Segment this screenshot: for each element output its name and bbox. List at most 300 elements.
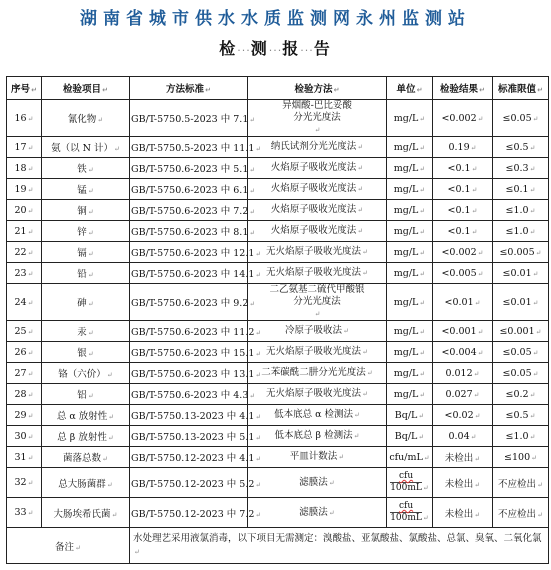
cell-standard: GB/T-5750.6-2023 中 4.3↵ [130, 384, 248, 405]
paragraph-mark-icon: ↵ [537, 510, 543, 519]
paragraph-mark-icon: ↵ [423, 453, 430, 462]
paragraph-mark-icon: ↵ [87, 166, 94, 174]
cell-no: 23↵ [7, 263, 42, 284]
paragraph-mark-icon: ↵ [357, 185, 364, 193]
cell-no: 27↵ [7, 363, 42, 384]
cell-limit: ≤0.2↵ [493, 384, 549, 405]
paragraph-mark-icon: ↵ [27, 206, 34, 215]
paragraph-mark-icon: ↵ [357, 206, 364, 214]
cell-unit: cfu/mL↵ [387, 447, 433, 468]
paragraph-mark-icon: ↵ [529, 164, 536, 173]
paragraph-mark-icon: ↵ [27, 143, 34, 152]
cell-standard: GB/T-5750.13-2023 中 4.1↵ [130, 405, 248, 426]
subtitle-char: 告 [313, 39, 332, 58]
method-line: 分光光度法 [293, 296, 341, 307]
paragraph-mark-icon: ↵ [97, 116, 104, 124]
cell-item: 总 α 放射性↵ [42, 405, 130, 426]
paragraph-mark-icon: ↵ [353, 432, 360, 440]
paragraph-mark-icon: ↵ [314, 310, 321, 318]
paragraph-mark-icon: ↵ [471, 164, 478, 173]
paragraph-mark-icon: ↵ [314, 126, 321, 134]
paragraph-mark-icon: ↵ [249, 116, 256, 124]
paragraph-mark-icon: ↵ [535, 327, 542, 336]
paragraph-mark-icon: ↵ [532, 298, 539, 307]
paragraph-mark-icon: ↵ [366, 369, 373, 377]
paragraph-mark-icon: ↵ [255, 510, 262, 519]
table-row [7, 447, 549, 468]
cell-limit: ≤0.5↵ [493, 137, 549, 158]
paragraph-mark-icon: ↵ [362, 269, 368, 277]
paragraph-mark-icon: ↵ [27, 164, 34, 173]
cell-method: 二苯碳酰二肼分光光度法↵ [248, 363, 387, 384]
paragraph-mark-icon: ↵ [418, 411, 425, 420]
paragraph-mark-icon: ↵ [477, 348, 484, 357]
cell-item: 总 β 放射性↵ [42, 426, 130, 447]
header-unit: 单位↵ [387, 77, 433, 100]
cell-item: 镉↵ [42, 242, 130, 263]
subtitle-char: 检 [219, 39, 238, 58]
paragraph-mark-icon: ↵ [249, 392, 256, 400]
cell-limit: ≤0.005↵ [493, 242, 549, 263]
cell-unit [387, 498, 433, 528]
paragraph-mark-icon: ↵ [108, 413, 115, 421]
paragraph-mark-icon: ↵ [27, 227, 34, 236]
paragraph-mark-icon: ↵ [87, 229, 94, 237]
cell-no: 26↵ [7, 342, 42, 363]
unit-fraction [390, 471, 422, 494]
note-text: 水处理艺采用液氯消毒，以下项目无需测定：溴酸盐、亚氯酸盐、氯酸盐、总氯、臭氧、二氧化氯↵ [130, 528, 549, 564]
paragraph-mark-icon: ↵ [529, 432, 536, 441]
paragraph-mark-icon: ↵ [31, 86, 37, 94]
header-method: 检验方法↵ [248, 77, 387, 100]
paragraph-mark-icon: ↵ [419, 298, 426, 307]
paragraph-mark-icon: ↵ [416, 86, 423, 94]
paragraph-mark-icon: ↵ [529, 227, 536, 236]
cell-item: 砷↵ [42, 284, 130, 321]
cell-standard: GB/T-5750.6-2023 中 5.1↵ [130, 158, 248, 179]
cell-result: 未检出↵ [433, 447, 493, 468]
cell-limit: ≤0.3↵ [493, 158, 549, 179]
cell-unit: mg/L↵ [387, 342, 433, 363]
note-row [7, 528, 549, 564]
paragraph-mark-icon: ↵ [249, 300, 256, 308]
cell-item: 银↵ [42, 342, 130, 363]
unit-fraction [390, 501, 422, 524]
paragraph-mark-icon: ↵ [474, 510, 481, 519]
paragraph-mark-icon: ↵ [27, 432, 34, 441]
paragraph-mark-icon: ↵ [418, 432, 425, 441]
table-row [7, 100, 549, 137]
paragraph-mark-icon: ↵ [537, 86, 543, 94]
cell-limit: 不应检出↵ [493, 498, 549, 528]
paragraph-mark-icon: ↵ [474, 480, 481, 489]
cell-result: 0.027↵ [433, 384, 493, 405]
cell-item: 锌↵ [42, 221, 130, 242]
paragraph-mark-icon: ↵ [357, 164, 364, 172]
cell-unit: Bq/L↵ [387, 405, 433, 426]
cell-method: 无火焰原子吸收光度法↵ [248, 384, 387, 405]
cell-result: 0.19↵ [433, 137, 493, 158]
cell-limit: ≤1.0↵ [493, 426, 549, 447]
paragraph-mark-icon: ↵ [422, 484, 429, 492]
cell-result: <0.1↵ [433, 221, 493, 242]
paragraph-mark-icon: ↵ [106, 480, 113, 489]
paragraph-mark-icon: ↵ [419, 227, 426, 236]
cell-method [248, 284, 387, 321]
paragraph-mark-icon: ↵ [419, 390, 426, 399]
cell-limit: ≤0.001↵ [493, 321, 549, 342]
paragraph-mark-icon: ↵ [75, 543, 81, 552]
paragraph-mark-icon: ↵ [419, 164, 426, 173]
paragraph-mark-icon: ↵ [255, 271, 262, 279]
cell-unit: mg/L↵ [387, 158, 433, 179]
cell-result: <0.1↵ [433, 200, 493, 221]
cell-result: <0.002↵ [433, 100, 493, 137]
table-row [7, 468, 549, 498]
paragraph-mark-icon: ↵ [27, 327, 34, 336]
cell-unit: mg/L↵ [387, 242, 433, 263]
note-label: 备注↵ [7, 528, 130, 564]
cell-unit: mg/L↵ [387, 284, 433, 321]
cell-no: 21↵ [7, 221, 42, 242]
paragraph-mark-icon: ↵ [419, 348, 426, 357]
cell-item: 汞↵ [42, 321, 130, 342]
paragraph-mark-icon: ↵ [87, 300, 94, 308]
cell-unit: mg/L↵ [387, 384, 433, 405]
cell-standard: GB/T-5750.6-2023 中 6.1↵ [130, 179, 248, 200]
subtitle-char: 报 [282, 39, 301, 58]
cell-standard: GB/T-5750.6-2023 中 14.1↵ [130, 263, 248, 284]
method-line: 异烟酸-巴比妥酸 [282, 100, 352, 111]
paragraph-mark-icon: ↵ [87, 250, 94, 258]
cell-no: 32↵ [7, 468, 42, 498]
cell-no: 29↵ [7, 405, 42, 426]
paragraph-mark-icon: ↵ [249, 166, 256, 174]
cell-result: 0.012↵ [433, 363, 493, 384]
cell-result: 0.04↵ [433, 426, 493, 447]
cell-standard: GB/T-5750.5-2023 中 11.1↵ [130, 137, 248, 158]
cell-limit: ≤1.0↵ [493, 221, 549, 242]
cell-method: 无火焰原子吸收光度法↵ [248, 242, 387, 263]
paragraph-mark-icon: ↵ [27, 479, 34, 487]
paragraph-mark-icon: ↵ [328, 508, 335, 517]
paragraph-mark-icon: ↵ [87, 208, 94, 216]
table-row [7, 158, 549, 179]
paragraph-mark-icon: ↵ [362, 390, 368, 398]
paragraph-mark-icon: ↵ [474, 411, 481, 420]
table-row [7, 284, 549, 321]
paragraph-mark-icon: ↵ [529, 206, 536, 215]
cell-item: 菌落总数↵ [42, 447, 130, 468]
cell-limit: ≤0.05↵ [493, 342, 549, 363]
cell-method: 无火焰原子吸收光度法↵ [248, 342, 387, 363]
paragraph-mark-icon: ↵ [27, 509, 34, 517]
table-row [7, 221, 549, 242]
paragraph-mark-icon: ↵ [27, 269, 34, 278]
paragraph-mark-icon: ↵ [474, 298, 481, 307]
paragraph-mark-icon: ↵ [27, 114, 34, 123]
table-row [7, 498, 549, 528]
paragraph-mark-icon: ↵ [255, 145, 262, 153]
cell-result: 未检出↵ [433, 468, 493, 498]
paragraph-mark-icon: ↵ [470, 432, 477, 441]
cell-limit: ≤0.1↵ [493, 179, 549, 200]
paragraph-mark-icon: ↵ [479, 86, 485, 94]
paragraph-mark-icon: ↵ [249, 229, 256, 237]
paragraph-mark-icon: ↵ [333, 86, 340, 94]
paragraph-mark-icon: ↵ [27, 390, 34, 399]
cell-method: 低本底总 α 检测法↵ [248, 405, 387, 426]
paragraph-mark-icon: ↵ [354, 411, 360, 419]
table-row [7, 200, 549, 221]
cell-method: 无火焰原子吸收光度法↵ [248, 263, 387, 284]
subtitle-char: 测 [250, 39, 269, 58]
paragraph-mark-icon: ↵ [470, 143, 477, 152]
paragraph-mark-icon: ↵ [357, 227, 364, 235]
paragraph-mark-icon: ↵ [357, 143, 364, 151]
cell-method: 火焰原子吸收光度法↵ [248, 179, 387, 200]
paragraph-mark-icon: ↵ [474, 455, 481, 463]
cell-item: 铜↵ [42, 200, 130, 221]
cell-unit: mg/L↵ [387, 363, 433, 384]
cell-no: 20↵ [7, 200, 42, 221]
cell-result: 未检出↵ [433, 498, 493, 528]
cell-method: 火焰原子吸收光度法↵ [248, 158, 387, 179]
paragraph-mark-icon: ↵ [102, 455, 108, 463]
header-item: 检验项目↵ [42, 77, 130, 100]
cell-item: 大肠埃希氏菌↵ [42, 498, 130, 528]
unit-denominator: 100mL [390, 483, 422, 493]
paragraph-mark-icon: ↵ [477, 114, 484, 123]
table-row [7, 342, 549, 363]
cell-item: 氰化物↵ [42, 100, 130, 137]
table-row [7, 137, 549, 158]
cell-unit: mg/L↵ [387, 221, 433, 242]
cell-standard: GB/T-5750.12-2023 中 4.1↵ [130, 447, 248, 468]
cell-standard: GB/T-5750.13-2023 中 5.1↵ [130, 426, 248, 447]
cell-standard: GB/T-5750.6-2023 中 9.2↵ [130, 284, 248, 321]
cell-item: 铅↵ [42, 263, 130, 284]
paragraph-mark-icon: ↵ [362, 348, 368, 356]
paragraph-mark-icon: ↵ [255, 350, 262, 358]
paragraph-mark-icon: ↵ [419, 248, 426, 257]
cell-standard: GB/T-5750.5-2023 中 7.1↵ [130, 100, 248, 137]
paragraph-mark-icon: ↵ [477, 327, 484, 336]
paragraph-mark-icon: ↵ [255, 455, 262, 463]
cell-item: 锰↵ [42, 179, 130, 200]
table-row [7, 363, 549, 384]
paragraph-mark-icon: ↵ [255, 250, 262, 258]
paragraph-mark-icon: ↵ [537, 480, 543, 489]
paragraph-mark-icon: ↵ [27, 248, 34, 257]
header-limit: 标准限值↵ [493, 77, 549, 100]
cell-unit [387, 468, 433, 498]
cell-unit: mg/L↵ [387, 137, 433, 158]
cell-limit: ≤100↵ [493, 447, 549, 468]
paragraph-mark-icon: ↵ [471, 185, 478, 194]
cell-no: 22↵ [7, 242, 42, 263]
paragraph-mark-icon: ↵ [529, 390, 536, 399]
paragraph-mark-icon: ↵ [27, 298, 34, 307]
paragraph-mark-icon: ↵ [255, 329, 262, 337]
cell-standard: GB/T-5750.6-2023 中 7.2↵ [130, 200, 248, 221]
cell-unit: mg/L↵ [387, 200, 433, 221]
paragraph-mark-icon: ↵ [107, 434, 114, 442]
cell-limit: ≤1.0↵ [493, 200, 549, 221]
table-row [7, 426, 549, 447]
cell-method: 滤膜法↵ [248, 468, 387, 498]
paragraph-mark-icon: ↵ [328, 478, 335, 487]
cell-method: 滤膜法↵ [248, 498, 387, 528]
unit-numerator: cfu [390, 501, 422, 513]
report-subtitle: 检···测···报···告 [219, 39, 332, 58]
cell-no: 30↵ [7, 426, 42, 447]
paragraph-mark-icon: ↵ [471, 206, 478, 215]
paragraph-mark-icon: ↵ [535, 248, 542, 257]
paragraph-mark-icon: ↵ [477, 269, 484, 278]
cell-limit: ≤0.05↵ [493, 100, 549, 137]
cell-unit: mg/L↵ [387, 100, 433, 137]
table-row [7, 384, 549, 405]
cell-limit: 不应检出↵ [493, 468, 549, 498]
cell-no: 18↵ [7, 158, 42, 179]
paragraph-mark-icon: ↵ [343, 327, 349, 335]
paragraph-mark-icon: ↵ [419, 269, 426, 278]
paragraph-mark-icon: ↵ [249, 187, 256, 195]
paragraph-mark-icon: ↵ [249, 208, 256, 216]
method-line: 二乙氨基二硫代甲酸银 [269, 284, 365, 295]
paragraph-mark-icon: ↵ [419, 143, 426, 152]
cell-no: 33↵ [7, 498, 42, 528]
cell-method: 火焰原子吸收光度法↵ [248, 221, 387, 242]
paragraph-mark-icon: ↵ [529, 143, 536, 152]
paragraph-mark-icon: ↵ [362, 248, 368, 256]
paragraph-mark-icon: ↵ [473, 369, 480, 378]
cell-method [248, 100, 387, 137]
paragraph-mark-icon: ↵ [255, 413, 262, 421]
cell-method: 冷原子吸收法↵ [248, 321, 387, 342]
paragraph-mark-icon: ↵ [477, 248, 484, 257]
paragraph-mark-icon: ↵ [255, 480, 262, 489]
paragraph-mark-icon: ↵ [473, 390, 480, 399]
cell-method: 低本底总 β 检测法↵ [248, 426, 387, 447]
paragraph-mark-icon: ↵ [338, 453, 345, 461]
paragraph-mark-icon: ↵ [419, 206, 426, 215]
paragraph-mark-icon: ↵ [27, 369, 34, 378]
paragraph-mark-icon: ↵ [87, 329, 94, 337]
paragraph-mark-icon: ↵ [529, 411, 536, 420]
cell-item: 铝↵ [42, 384, 130, 405]
paragraph-mark-icon: ↵ [87, 350, 94, 358]
paragraph-mark-icon: ↵ [419, 114, 426, 123]
cell-method: 火焰原子吸收光度法↵ [248, 200, 387, 221]
cell-limit: ≤0.01↵ [493, 284, 549, 321]
cell-item: 氨（以 N 计）↵ [42, 137, 130, 158]
unit-denominator: 100mL [390, 513, 422, 523]
paragraph-mark-icon: ↵ [532, 348, 539, 357]
cell-result: <0.002↵ [433, 242, 493, 263]
paragraph-mark-icon: ↵ [419, 327, 426, 336]
cell-item: 铬（六价）↵ [42, 363, 130, 384]
table-header-row [7, 77, 549, 100]
paragraph-mark-icon: ↵ [102, 86, 108, 94]
paragraph-mark-icon: ↵ [87, 271, 94, 279]
header-standard: 方法标准↵ [130, 77, 248, 100]
cell-standard: GB/T-5750.12-2023 中 7.2↵ [130, 498, 248, 528]
cell-result: <0.005↵ [433, 263, 493, 284]
table-row [7, 242, 549, 263]
paragraph-mark-icon: ↵ [529, 185, 536, 194]
table-row [7, 263, 549, 284]
paragraph-mark-icon: ↵ [205, 86, 211, 94]
method-line: 分光光度法 [293, 112, 341, 123]
cell-no: 28↵ [7, 384, 42, 405]
cell-result: <0.1↵ [433, 158, 493, 179]
cell-standard: GB/T-5750.6-2023 中 8.1↵ [130, 221, 248, 242]
cell-standard: GB/T-5750.6-2023 中 15.1↵ [130, 342, 248, 363]
paragraph-mark-icon: ↵ [111, 510, 118, 519]
paragraph-mark-icon: ↵ [113, 145, 120, 153]
paragraph-mark-icon: ↵ [532, 114, 539, 123]
paragraph-mark-icon: ↵ [27, 185, 34, 194]
cell-unit: Bq/L↵ [387, 426, 433, 447]
cell-item: 铁↵ [42, 158, 130, 179]
cell-result: <0.004↵ [433, 342, 493, 363]
cell-item: 总大肠菌群↵ [42, 468, 130, 498]
cell-method: 纳氏试剂分光光度法↵ [248, 137, 387, 158]
cell-limit: ≤0.5↵ [493, 405, 549, 426]
paragraph-mark-icon: ↵ [532, 369, 539, 378]
cell-no: 25↵ [7, 321, 42, 342]
cell-unit: mg/L↵ [387, 179, 433, 200]
cell-result: <0.001↵ [433, 321, 493, 342]
cell-no: 19↵ [7, 179, 42, 200]
cell-no: 16↵ [7, 100, 42, 137]
paragraph-mark-icon: ↵ [255, 434, 262, 442]
cell-result: <0.02↵ [433, 405, 493, 426]
paragraph-mark-icon: ↵ [471, 227, 478, 236]
paragraph-mark-icon: ↵ [531, 453, 537, 462]
paragraph-mark-icon: ↵ [87, 392, 94, 400]
cell-method: 平皿计数法↵ [248, 447, 387, 468]
report-title: 湖南省城市供水水质监测网永州监测站 [80, 9, 471, 29]
cell-no: 17↵ [7, 137, 42, 158]
cell-standard: GB/T-5750.12-2023 中 5.2↵ [130, 468, 248, 498]
table-row [7, 179, 549, 200]
paragraph-mark-icon: ↵ [87, 187, 94, 195]
paragraph-mark-icon: ↵ [27, 348, 34, 357]
cell-standard: GB/T-5750.6-2023 中 13.1↵ [130, 363, 248, 384]
cell-standard: GB/T-5750.6-2023 中 12.1↵ [130, 242, 248, 263]
cell-limit: ≤0.01↵ [493, 263, 549, 284]
paragraph-mark-icon: ↵ [106, 371, 113, 379]
paragraph-mark-icon: ↵ [419, 369, 426, 378]
unit-numerator: cfu [390, 471, 422, 483]
cell-result: <0.1↵ [433, 179, 493, 200]
header-result: 检验结果↵ [433, 77, 493, 100]
paragraph-mark-icon: ↵ [134, 548, 140, 556]
paragraph-mark-icon: ↵ [27, 453, 34, 462]
cell-unit: mg/L↵ [387, 263, 433, 284]
test-report-table [6, 76, 549, 564]
cell-limit: ≤0.05↵ [493, 363, 549, 384]
paragraph-mark-icon: ↵ [255, 371, 262, 379]
cell-no: 24↵ [7, 284, 42, 321]
paragraph-mark-icon: ↵ [532, 269, 539, 278]
header-no: 序号↵ [7, 77, 42, 100]
cell-unit: mg/L↵ [387, 321, 433, 342]
cell-no: 31↵ [7, 447, 42, 468]
